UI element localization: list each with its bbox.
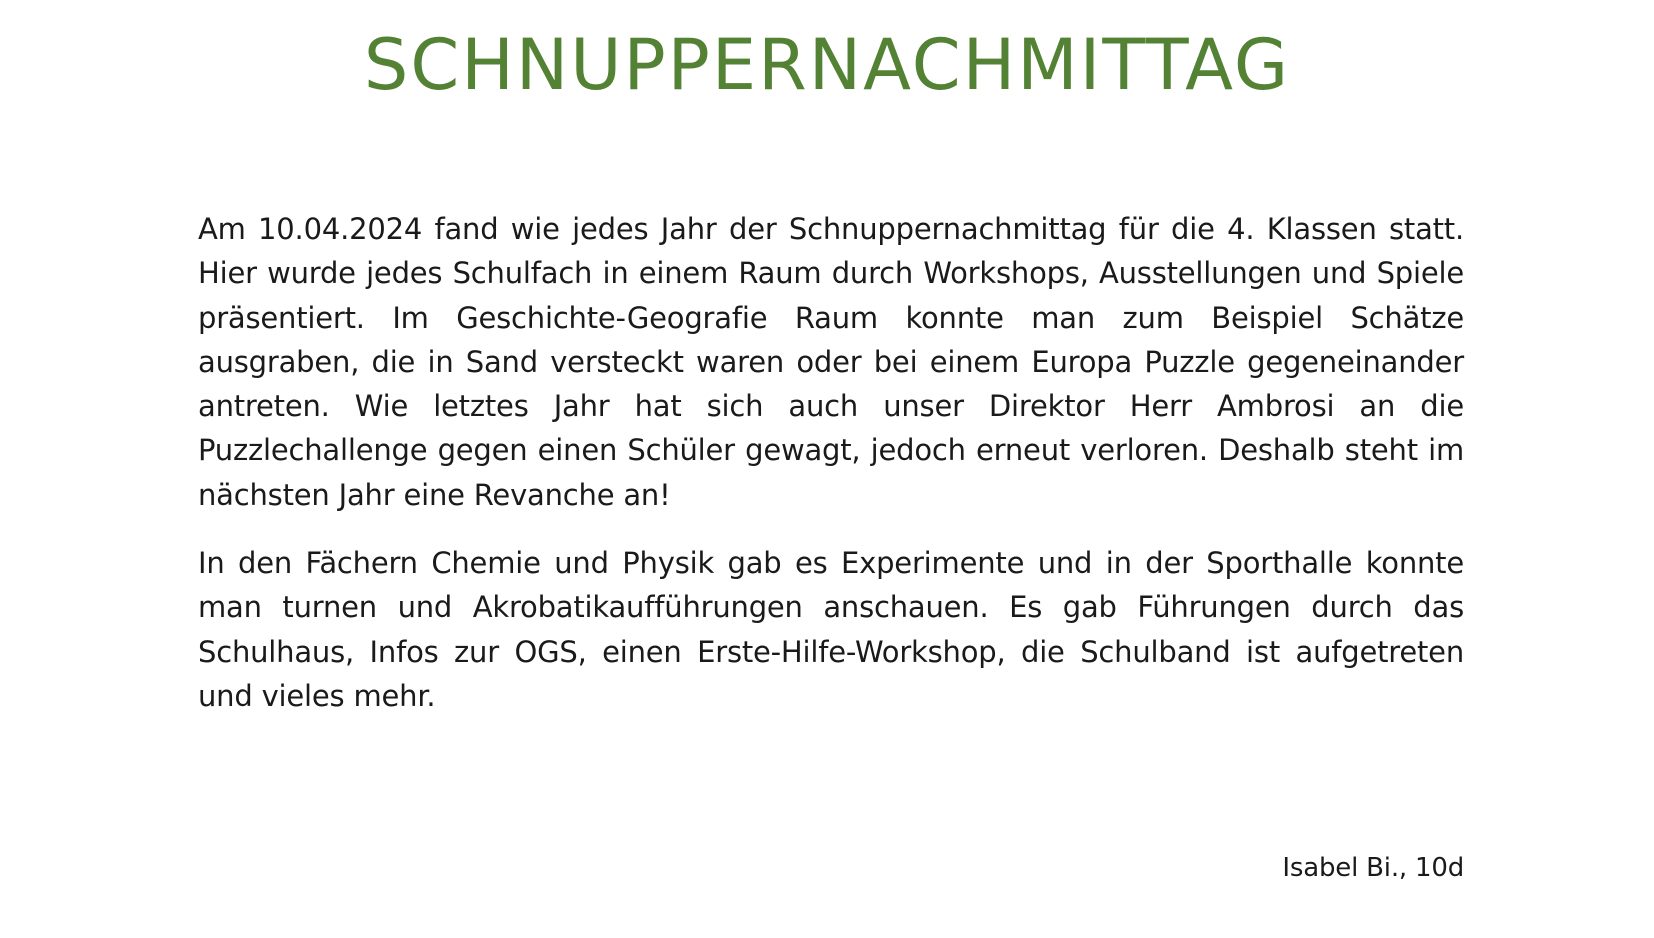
article-body <box>198 207 1464 718</box>
article-paragraph-1: Am 10.04.2024 fand wie jedes Jahr der Schnuppernachmittag für die 4. Klassen statt. Hier wurde jedes Schulfach in einem Raum durch Workshops, Ausstellungen und Spiele präsentiert. Im Geschichte-Geografie Raum konnte man zum Beispiel Schätze ausgraben, die in Sand versteckt waren oder bei einem Europa Puzzle gegeneinander antreten. Wie letztes Jahr hat sich auch unser Direktor Herr Ambrosi an die Puzzlechallenge gegen einen Schüler gewagt, jedoch erneut verloren. Deshalb steht im nächsten Jahr eine Revanche an! <box>198 212 1464 512</box>
author-signature: Isabel Bi., 10d <box>1282 853 1464 883</box>
article-paragraph-2: In den Fächern Chemie und Physik gab es Experimente und in der Sporthalle konnte man turnen und Akrobatikaufführungen anschauen. Es gab Führungen durch das Schulhaus, Infos zur OGS, einen Erste-Hilfe-Workshop, die Schulband ist aufgetreten und vieles mehr. <box>198 546 1464 713</box>
page-title: SCHNUPPERNACHMITTAG <box>363 24 1291 106</box>
